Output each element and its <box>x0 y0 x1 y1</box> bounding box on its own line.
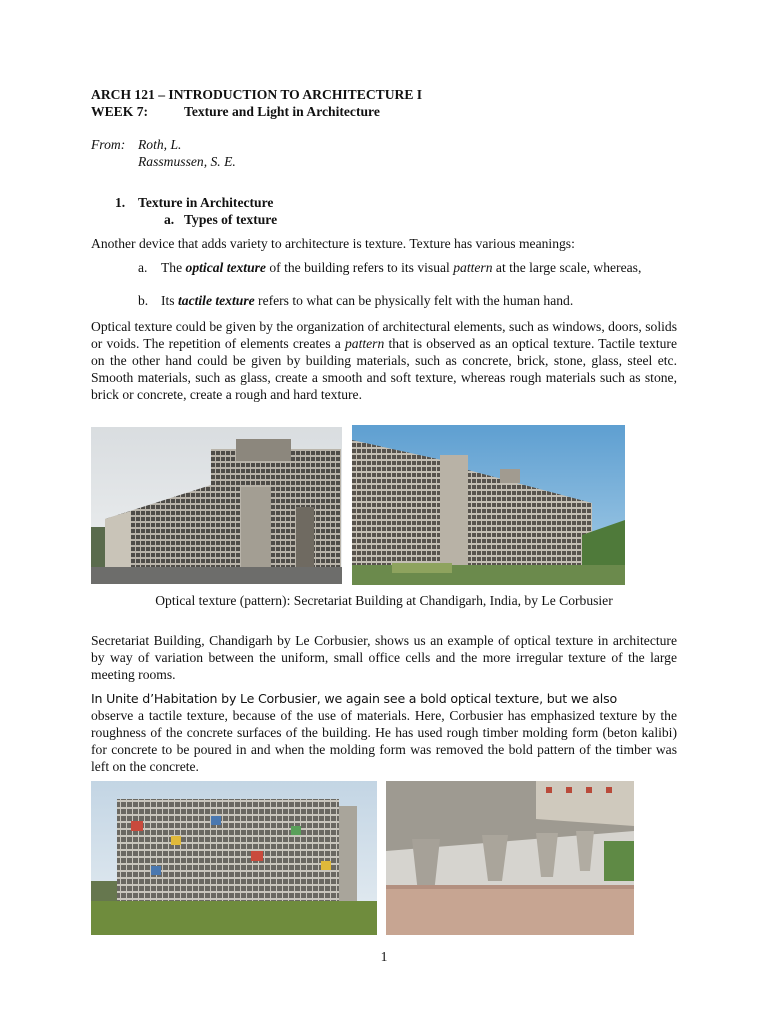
secretariat-photo-2 <box>352 425 625 585</box>
intro-paragraph: Another device that adds variety to architecture is texture. Texture has various meanings: <box>91 236 575 251</box>
page-number: 1 <box>380 949 388 964</box>
term-pattern: pattern <box>453 260 493 275</box>
term-tactile-texture: tactile texture <box>178 293 255 308</box>
list-b-post: refers to what can be physically felt with the human hand. <box>254 293 574 308</box>
para1-pattern: pattern <box>345 336 385 351</box>
list-a-post: at the large scale, whereas, <box>492 260 642 275</box>
section-title: Texture in Architecture <box>138 195 274 210</box>
para1-post: that is observed as an optical texture. Tactile texture on the other hand could be given by building materials, such as concrete, brick, stone, glass, steel etc. Smooth materials, such as glass, create a smooth and soft texture, whereas rough materials such as stone, brick or concrete, create a rough and hard texture. <box>91 336 677 402</box>
term-optical-texture: optical texture <box>185 260 266 275</box>
list-a-mid: of the building refers to its visual <box>265 260 454 275</box>
list-a-pre: The <box>161 260 186 275</box>
paragraph-optical-tactile <box>91 318 677 403</box>
caption-secretariat: Optical texture (pattern): Secretariat Building at Chandigarh, India, by Le Corbusier <box>155 593 613 608</box>
list-marker-a: a. <box>138 260 148 275</box>
paragraph-unite-rest: observe a tactile texture, because of the use of materials. Here, Corbusier has emphasized texture by the roughness of the concrete surfaces of the building. He has used rough timber molding form (beton kalibi) for concrete to be poured in and when the molding form was removed the bold pattern of the timber was left on the concrete. <box>91 708 677 774</box>
list-b-pre: Its <box>161 293 178 308</box>
week-title: Texture and Light in Architecture <box>184 104 380 119</box>
author-roth: Roth, L. <box>138 137 182 152</box>
paragraph-secretariat: Secretariat Building, Chandigarh by Le Corbusier, shows us an example of optical texture in architecture by way of variation between the uniform, small office cells and the more irregular texture of the large meeting rooms. <box>91 633 677 682</box>
section-number: 1. <box>115 195 126 210</box>
list-item-optical <box>161 259 677 276</box>
unite-habitation-pilotis-photo <box>386 781 634 935</box>
list-item-tactile <box>161 292 677 309</box>
from-label: From: <box>91 137 126 152</box>
secretariat-photo-1 <box>91 427 342 584</box>
subsection-letter: a. <box>164 212 175 227</box>
subsection-title: Types of texture <box>184 212 278 227</box>
author-rassmussen: Rassmussen, S. E. <box>138 154 236 169</box>
course-title: ARCH 121 – INTRODUCTION TO ARCHITECTURE I <box>91 87 423 102</box>
paragraph-unite-first-line: In Unite d’Habitation by Le Corbusier, we again see a bold optical texture, but we also <box>91 691 617 706</box>
unite-habitation-facade-photo <box>91 781 377 935</box>
list-marker-b: b. <box>138 293 149 308</box>
week-label: WEEK 7: <box>91 104 149 119</box>
para1-pre: Optical texture could be given by the organization of architectural elements, such as windows, doors, solids or voids. The repetition of elements creates a <box>91 319 677 351</box>
